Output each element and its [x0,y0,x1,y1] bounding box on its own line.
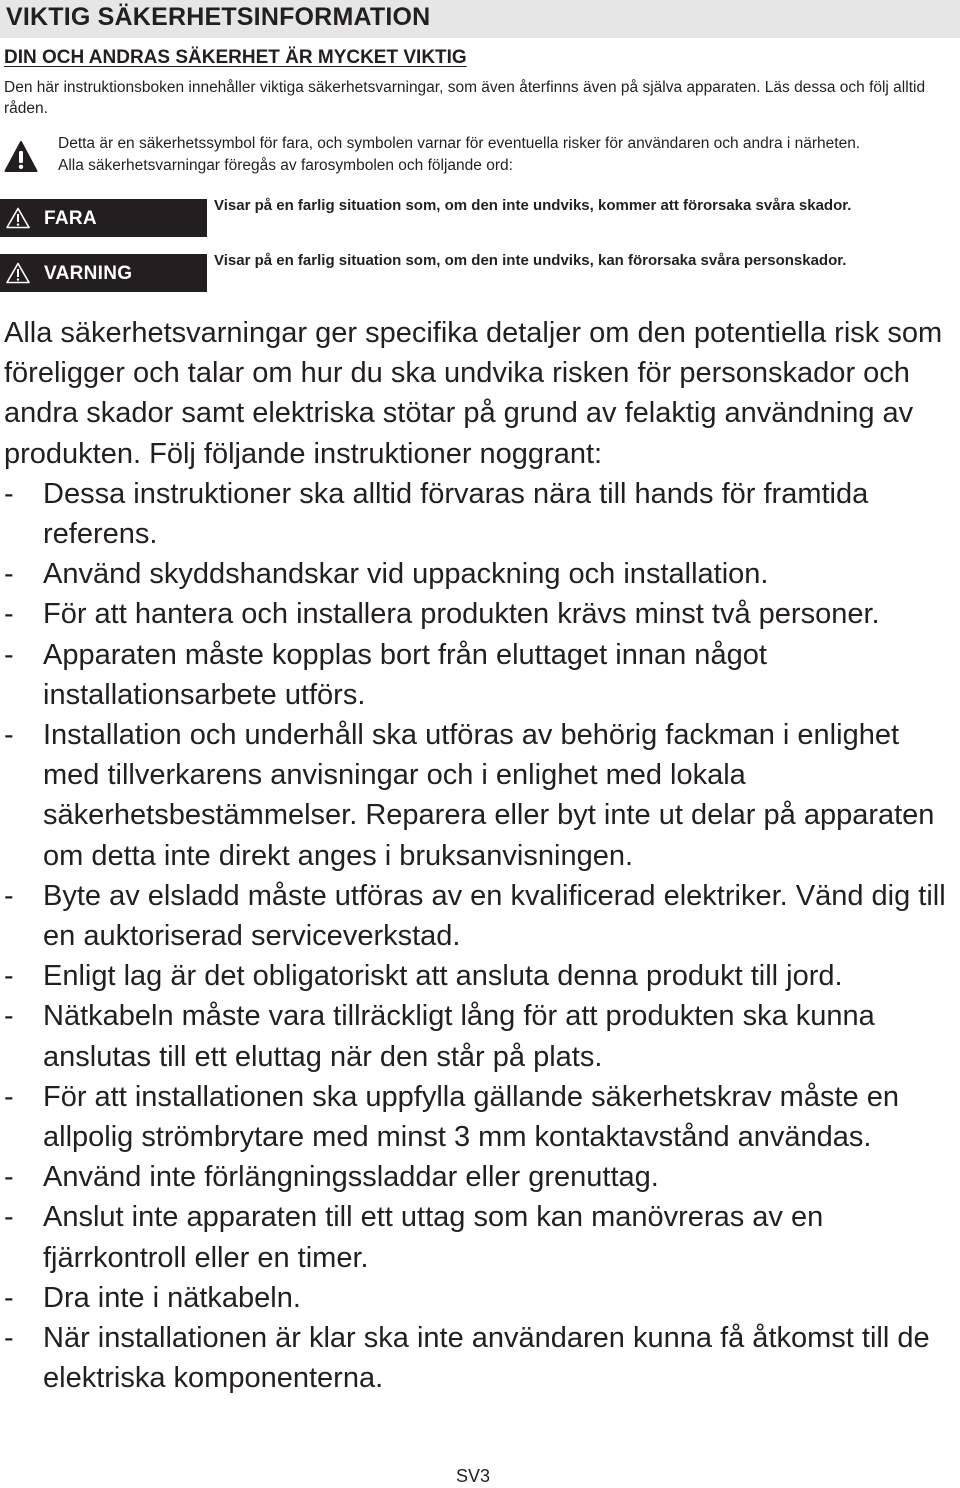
signal-row-fara [0,199,960,237]
list-item-text: Använd inte förlängningssladdar eller grenuttag. [43,1161,659,1194]
bullet-marker: - [4,1322,14,1355]
signal-label-box [0,254,207,292]
list-item [4,715,956,876]
bullet-marker: - [4,879,14,912]
signal-word: FARA [44,208,97,229]
list-item-text: Nätkabeln måste vara tillräckligt lång för att produkten ska kunna anslutas till ett eluttag när den står på plats. [43,1000,875,1073]
instructions-intro: Alla säkerhetsvarningar ger specifika detaljer om den potentiella risk som föreligger och talar om hur du ska undvika risken för personskador och andra skador samt elektriska stötar på grund av felaktig användning av produkten. Följ följande instruktioner noggrant: [4,317,943,470]
bullet-marker: - [4,558,14,591]
list-item-text: För att installationen ska uppfylla gällande säkerhetskrav måste en allpolig strömbrytare med minst 3 mm kontaktavstånd användas. [43,1080,899,1154]
page-number: SV3 [455,1466,491,1486]
bullet-marker: - [4,960,14,993]
symbol-note-line-2: Alla säkerhetsvarningar föregås av farosymbolen och följande ord: [58,157,513,174]
safety-instructions [4,313,956,1398]
list-item [4,996,956,1076]
list-item-text: För att hantera och installera produkten krävs minst två personer. [43,598,880,631]
signal-word: VARNING [44,263,133,284]
instruction-list [4,474,956,1399]
bullet-marker: - [4,1080,14,1113]
bullet-marker: - [4,638,14,671]
signal-row-varning [0,254,960,292]
warning-triangle-icon [6,262,30,284]
list-item [4,1278,956,1318]
bullet-marker: - [4,719,14,752]
list-item [4,594,956,634]
intro-text: Den här instruktionsboken innehåller viktiga säkerhetsvarningar, som även återfinns även på själva apparaten. Läs dessa och följ alltid råden. [4,79,926,117]
list-item [4,956,956,996]
page-title: VIKTIG SÄKERHETSINFORMATION [6,3,431,31]
list-item-text: När installationen är klar ska inte användaren kunna få åtkomst till de elektriska komponenterna. [43,1322,930,1395]
section-subtitle: DIN OCH ANDRAS SÄKERHET ÄR MYCKET VIKTIG [4,47,467,68]
list-item [4,1077,956,1157]
list-item [4,635,956,715]
list-item-text: Enligt lag är det obligatoriskt att ansluta denna produkt till jord. [43,960,843,993]
signal-description: Visar på en farlig situation som, om den inte undviks, kan förorsaka svåra personskador. [214,252,847,269]
warning-triangle-icon [6,207,30,229]
page-footer [0,1466,960,1487]
bullet-marker: - [4,1281,14,1314]
list-item-text: Dessa instruktioner ska alltid förvaras nära till hands för framtida referens. [43,477,869,551]
list-item-text: Använd skyddshandskar vid uppackning och installation. [43,558,769,591]
list-item-text: Apparaten måste kopplas bort från eluttaget innan något installationsarbete utförs. [43,638,767,711]
bullet-marker: - [4,477,14,510]
signal-label-box [0,199,207,237]
list-item-text: Dra inte i nätkabeln. [43,1281,301,1314]
section-header [0,0,960,38]
signal-description: Visar på en farlig situation som, om den inte undviks, kommer att förorsaka svåra skador. [214,197,852,214]
symbol-note-line-1: Detta är en säkerhetssymbol för fara, och symbolen varnar för eventuella risker för användaren och andra i närheten. [58,135,861,152]
list-item [4,474,956,554]
list-item [4,554,956,594]
bullet-marker: - [4,1161,14,1194]
list-item-text: Anslut inte apparaten till ett uttag som kan manövreras av en fjärrkontroll eller en timer. [43,1201,824,1274]
safety-symbol-note [0,130,960,190]
list-item [4,876,956,956]
list-item-text: Installation och underhåll ska utföras av behörig fackman i enlighet med tillverkarens anvisningar och i enlighet med lokala säkerhetsbestämmelser. Reparera eller byt inte ut delar på apparaten om detta inte direkt anges i bruksanvisningen. [43,719,935,872]
warning-triangle-icon [4,140,38,174]
bullet-marker: - [4,1201,14,1234]
list-item-text: Byte av elsladd måste utföras av en kvalificerad elektriker. Vänd dig till en auktoriserad serviceverkstad. [43,879,946,953]
list-item [4,1197,956,1277]
bullet-marker: - [4,598,14,631]
list-item [4,1157,956,1197]
list-item [4,1318,956,1398]
bullet-marker: - [4,1000,14,1033]
